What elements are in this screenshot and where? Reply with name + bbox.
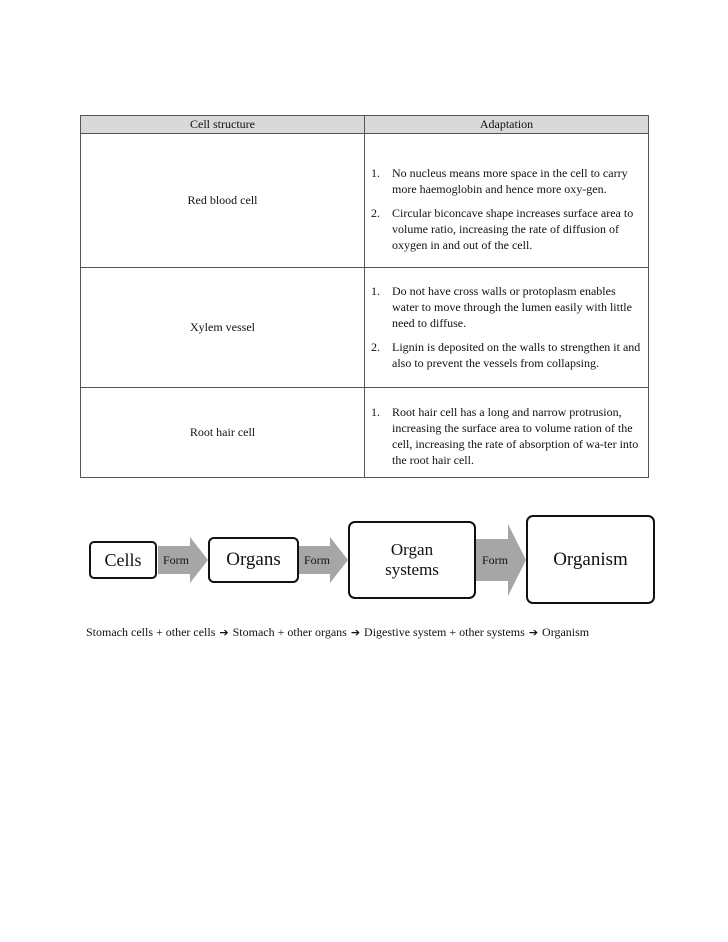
structure-cell: Root hair cell [189,425,256,439]
form-arrow [482,551,508,569]
adaptation-cell [365,165,642,253]
arrow-label: Form [163,553,190,567]
header-cell-structure: Cell structure [190,117,255,131]
form-arrow [163,551,189,569]
arrow-right-icon: ➔ [219,626,229,639]
arrow-right-icon: ➔ [528,626,539,639]
list-item: 2. Lignin is deposited on the walls to strengthen it and also to prevent the vessels from collapsing. [371,340,641,370]
arrow-label: Form [304,553,331,567]
list-item: 1. No nucleus means more space in the cell to carry more haemoglobin and hence more oxy-gen. [371,166,628,196]
adaptation-cell [365,404,642,468]
header-adaptation: Adaptation [479,117,534,131]
table-row-xylem-vessel [81,268,648,388]
list-item: 1. Root hair cell has a long and narrow protrusion, increasing the surface area to volume ration of the cell, increasing the rate of absorption of wa-ter into the root hair cell. [371,405,639,467]
adaptation-cell [365,283,642,371]
organs-box: Organs [208,537,299,583]
cell-adaptation-table [80,115,649,478]
form-arrow [304,551,330,569]
list-item: 1. Do not have cross walls or protoplasm enables water to move through the lumen easily with little need to diffuse. [371,284,632,330]
hierarchy-example-sentence: Stomach cells + other cells ➔ Stomach + other organs ➔ Digestive system + other systems ➔ Organism [86,625,590,639]
cells-box: Cells [89,541,157,579]
structure-cell: Xylem vessel [190,320,255,334]
arrow-label: Form [482,553,509,567]
organism-box: Organism [526,515,655,604]
table-row-red-blood-cell [81,134,648,268]
structure-cell: Red blood cell [187,193,258,207]
list-item: 2. Circular biconcave shape increases surface area to volume ratio, increasing the rate of diffusion of oxygen in and out of the cell. [371,206,634,252]
organ-systems-box: Organ systems [348,521,476,599]
table-row-root-hair-cell [81,388,648,477]
arrow-right-icon: ➔ [350,626,361,639]
